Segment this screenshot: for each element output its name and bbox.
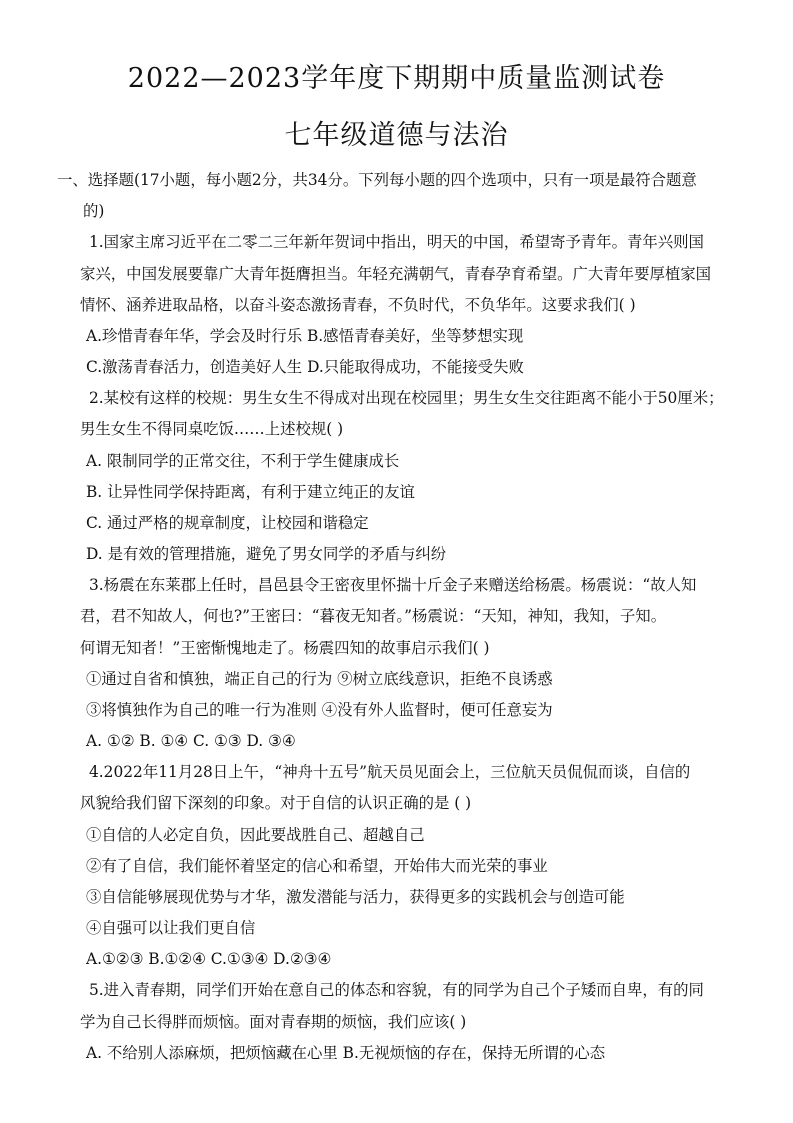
q4-statement-line: ④自强可以让我们更自信 — [86, 919, 256, 937]
q4-stem-line: 4.2022年11月28日上午，“神舟十五号”航天员见面会上，三位航天员侃侃而谈，自信的 — [89, 763, 691, 781]
q2-option-line: D. 是有效的管理措施，避免了男女同学的矛盾与纠纷 — [86, 545, 447, 563]
q2-option-line: B. 让异性同学保持距离，有利于建立纯正的友谊 — [86, 483, 415, 501]
section-heading-cont: 的) — [83, 202, 105, 220]
q1-option-line: C.激荡青春活力，创造美好人生 D.只能取得成功，不能接受失败 — [86, 358, 524, 376]
q2-stem-line: 2.某校有这样的校规：男生女生不得成对出现在校园里；男生女生交往距离不能小于50厘米； — [89, 389, 724, 407]
q1-stem-line: 1.国家主席习近平在二零二三年新年贺词中指出，明天的中国，希望寄予青年。青年兴则国 — [89, 233, 704, 251]
q4-statement-line: ①自信的人必定自负，因此要战胜自己、超越自己 — [86, 826, 425, 844]
q1-stem-line: 家兴，中国发展要靠广大青年挺膺担当。年轻充满朝气，青春孕育希望。广大青年要厚植家国 — [80, 265, 712, 283]
q3-statement-line: ③将慎独作为自己的唯一行为准则 ④没有外人监督时，便可任意妄为 — [86, 701, 553, 719]
q3-stem-line: 3.杨震在东莱郡上任时，昌邑县令王密夜里怀揣十斤金子来赠送给杨震。杨震说：“故人知 — [89, 576, 697, 594]
q3-option-line: A. ①② B. ①④ C. ①③ D. ③④ — [86, 732, 296, 750]
q5-stem-line: 学为自己长得胖而烦恼。面对青春期的烦恼，我们应该( ) — [80, 1013, 467, 1031]
q2-option-line: C. 通过严格的规章制度，让校园和谐稳定 — [86, 514, 369, 532]
q2-stem-line: 男生女生不得同桌吃饭……上述校规( ) — [80, 420, 344, 438]
q4-stem-line: 风貌给我们留下深刻的印象。对于自信的认识正确的是 ( ) — [80, 794, 472, 812]
q1-option-line: A.珍惜青春年华，学会及时行乐 B.感悟青春美好，坐等梦想实现 — [86, 327, 524, 345]
q4-statement-line: ③自信能够展现优势与才华，激发潜能与活力，获得更多的实践机会与创造可能 — [86, 888, 625, 906]
exam-title: 2022—2023学年度下期期中质量监测试卷 — [127, 63, 666, 94]
section-heading: 一、选择题(17小题，每小题2分，共34分。下列每小题的四个选项中，只有一项是最符合题意 — [57, 171, 697, 189]
q3-statement-line: ①通过自省和慎独，端正自己的行为 ⑨树立底线意识，拒绝不良诱惑 — [86, 670, 553, 688]
q1-stem-line: 情怀、涵养进取品格，以奋斗姿态激扬青春，不负时代，不负华年。这要求我们( ) — [80, 296, 636, 314]
q4-option-line: A.①②③ B.①②④ C.①③④ D.②③④ — [86, 950, 332, 968]
q4-statement-line: ②有了自信，我们能怀着坚定的信心和希望，开始伟大而光荣的事业 — [86, 857, 548, 875]
exam-subtitle: 七年级道德与法治 — [284, 120, 509, 151]
q3-stem-line: 君，君不知故人，何也?”王密曰：“暮夜无知者。”杨震说：“天知，神知，我知，子知。 — [80, 607, 667, 625]
q5-option-line: A. 不给别人添麻烦，把烦恼藏在心里 B.无视烦恼的存在，保持无所谓的心态 — [86, 1044, 606, 1062]
q3-stem-line: 何谓无知者！”王密惭愧地走了。杨震四知的故事启示我们( ) — [80, 639, 490, 657]
q5-stem-line: 5.进入青春期，同学们开始在意自己的体态和容貌，有的同学为自己个子矮而自卑，有的同 — [89, 981, 704, 999]
q2-option-line: A. 限制同学的正常交往，不利于学生健康成长 — [86, 452, 400, 470]
